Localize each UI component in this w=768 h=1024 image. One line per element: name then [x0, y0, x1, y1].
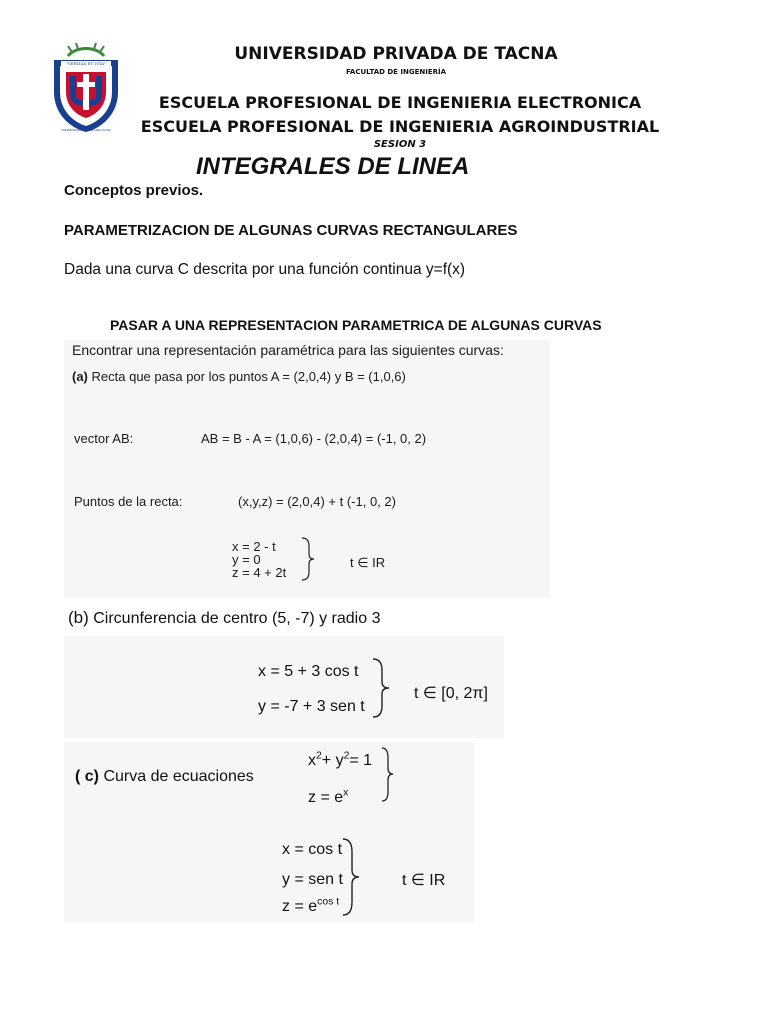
brace-right-icon — [380, 746, 396, 804]
points-expression: (x,y,z) = (2,0,4) + t (-1, 0, 2) — [238, 494, 396, 509]
school-electronics: ESCUELA PROFESIONAL DE INGENIERIA ELECTRONICA — [158, 93, 642, 112]
section-heading: PARAMETRIZACION DE ALGUNAS CURVAS RECTANGULARES — [64, 222, 518, 239]
part-c-row — [75, 768, 254, 786]
part-b-row — [68, 608, 380, 628]
part-a-eq-x: x = 2 - t — [232, 539, 276, 554]
university-name: UNIVERSIDAD PRIVADA DE TACNA — [234, 44, 558, 64]
eq2-exp: x — [343, 787, 349, 799]
part-a-statement: Recta que pasa por los puntos A = (2,0,4) y B = (1,0,6) — [91, 369, 406, 384]
part-a-eq-y: y = 0 — [232, 552, 261, 567]
part-c-label: ( c) — [75, 768, 99, 785]
vector-expression: AB = B - A = (1,0,6) - (2,0,4) = (-1, 0, 2) — [201, 431, 427, 446]
eq1-exp-x: 2 — [316, 750, 322, 762]
brace-right-icon — [370, 656, 392, 720]
eq2-base: z = e — [308, 789, 344, 806]
part-c-domain: t ∈ IR — [402, 872, 446, 889]
vector-label: vector AB: — [74, 431, 134, 446]
session-label: SESION 3 — [373, 139, 427, 150]
param-z-exp: cos t — [317, 896, 340, 908]
intro-text: Dada una curva C descrita por una función continua y=f(x) — [64, 261, 466, 278]
eq1-x: x — [308, 752, 316, 769]
part-b-statement: Circunferencia de centro (5, -7) y radio 3 — [93, 610, 381, 627]
eq1-plus-y: + y — [321, 752, 344, 769]
school-agroindustrial: ESCUELA PROFESIONAL DE INGENIERIA AGROINDUSTRIAL — [140, 117, 660, 136]
instruction-text: Encontrar una representación paramétrica para las siguientes curvas: — [72, 342, 504, 358]
part-a-row — [72, 369, 406, 384]
part-c-statement: Curva de ecuaciones — [103, 768, 254, 785]
part-a-system — [232, 540, 286, 579]
part-b-eq-x: x = 5 + 3 cos t — [258, 663, 359, 680]
part-a-domain: t ∈ IR — [350, 555, 386, 570]
part-b-label: (b) — [68, 608, 89, 627]
logo-ring-text: UNIVERSIDAD PRIVADA DE TACNA — [61, 128, 111, 132]
part-c-param-x: x = cos t — [282, 841, 343, 858]
logo-motto: "VERITAS ET VITA" — [65, 61, 107, 66]
brace-right-icon — [300, 536, 316, 582]
brace-right-icon — [340, 836, 362, 918]
eq1-exp-y: 2 — [343, 750, 350, 762]
part-c-param-z — [282, 898, 339, 916]
part-c-param-y: y = sen t — [282, 871, 343, 888]
part-b-domain: t ∈ [0, 2π] — [414, 685, 488, 702]
part-a-label: (a) — [72, 369, 88, 384]
part-c-eq1 — [308, 752, 372, 770]
part-c-eq2 — [308, 789, 348, 807]
faculty-name: FACULTAD DE INGENIERÍA — [345, 68, 447, 76]
part-b-eq-y: y = -7 + 3 sen t — [258, 698, 365, 715]
page-title: INTEGRALES DE LINEA — [196, 153, 470, 180]
param-z-base: z = e — [282, 898, 318, 915]
points-label: Puntos de la recta: — [74, 494, 183, 509]
prev-concepts: Conceptos previos. — [64, 182, 204, 199]
part-a-eq-z: z = 4 + 2t — [232, 565, 287, 580]
subheading: PASAR A UNA REPRESENTACION PARAMETRICA DE ALGUNAS CURVAS — [110, 317, 602, 333]
eq1-rest: = 1 — [349, 752, 373, 769]
